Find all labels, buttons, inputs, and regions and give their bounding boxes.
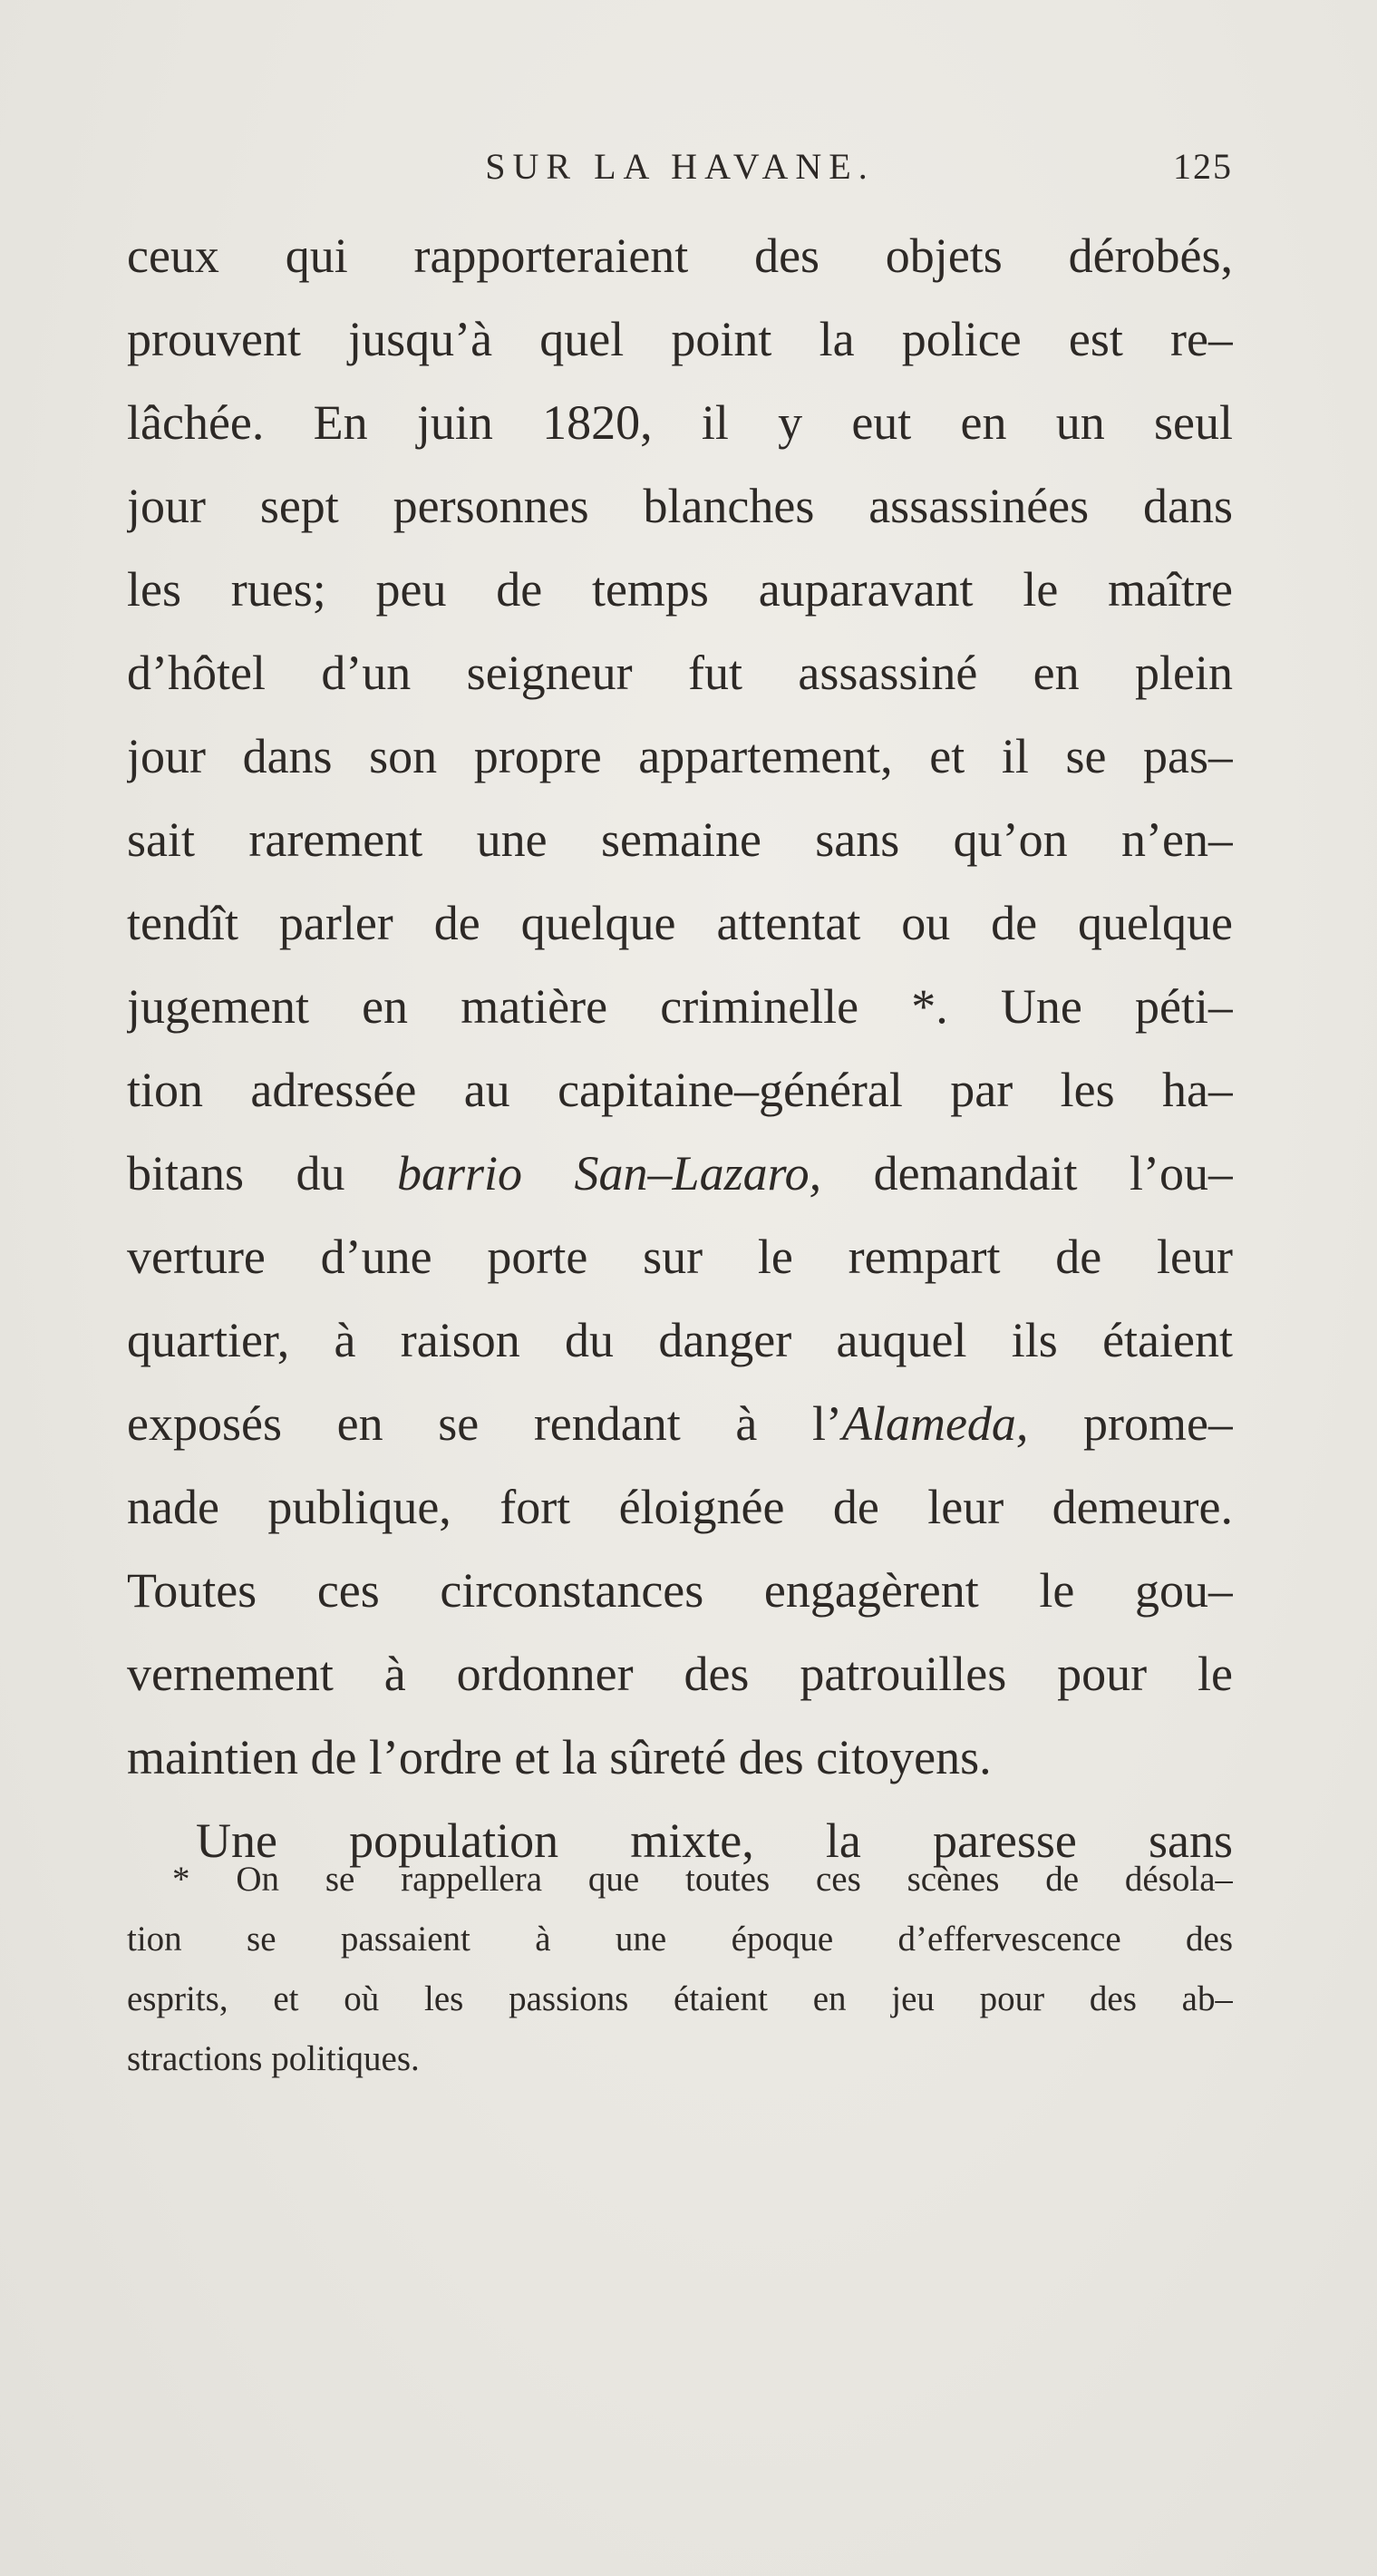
footnote-line: * On se rappellera que toutes ces scènes de désola–	[172, 1860, 1233, 1899]
text-line: jour sept personnes blanches assassinées dans	[127, 479, 1233, 533]
italic-place-name: barrio San–Lazaro,	[397, 1146, 822, 1201]
footnote-line: stractions politiques.	[127, 2039, 420, 2078]
text-line-with-italic	[127, 1382, 1233, 1465]
footnote	[127, 1850, 1233, 2089]
body-text	[127, 214, 1233, 1882]
text-segment: prome–	[1028, 1396, 1233, 1451]
text-line: jugement en matière criminelle *. Une péti–	[127, 979, 1233, 1034]
text-line: quartier, à raison du danger auquel ils étaient	[127, 1313, 1233, 1367]
text-segment: demandait l’ou–	[821, 1146, 1233, 1201]
text-line: sait rarement une semaine sans qu’on n’en–	[127, 812, 1233, 867]
text-line: tendît parler de quelque attentat ou de quelque	[127, 896, 1233, 950]
footnote-line: esprits, et où les passions étaient en jeu pour des ab–	[127, 1979, 1233, 2018]
page-number: 125	[1173, 146, 1233, 187]
text-line: prouvent jusqu’à quel point la police est re–	[127, 312, 1233, 366]
text-line: vernement à ordonner des patrouilles pour le	[127, 1647, 1233, 1701]
text-line: Toutes ces circonstances engagèrent le gou–	[127, 1563, 1233, 1618]
text-line: jour dans son propre appartement, et il se pas–	[127, 729, 1233, 783]
text-line: verture d’une porte sur le rempart de leur	[127, 1230, 1233, 1284]
text-segment: bitans du	[127, 1146, 397, 1201]
text-line: d’hôtel d’un seigneur fut assassiné en plein	[127, 646, 1233, 700]
italic-place-name: Alameda,	[841, 1396, 1029, 1451]
text-line: les rues; peu de temps auparavant le maître	[127, 562, 1233, 617]
text-line: nade publique, fort éloignée de leur demeure.	[127, 1480, 1233, 1534]
text-line-with-italic	[127, 1132, 1233, 1215]
paragraph-last-line: maintien de l’ordre et la sûreté des citoyens.	[127, 1730, 992, 1784]
text-segment: exposés en se rendant à l’	[127, 1396, 842, 1451]
text-line: lâchée. En juin 1820, il y eut en un seul	[127, 395, 1233, 450]
text-line: ceux qui rapporteraient des objets dérobés,	[127, 228, 1233, 283]
footnote-line: tion se passaient à une époque d’effervescence des	[127, 1920, 1233, 1959]
running-head	[127, 145, 1233, 199]
running-title: SUR LA HAVANE.	[485, 146, 875, 187]
text-line: tion adressée au capitaine–général par les ha–	[127, 1063, 1233, 1117]
paragraph-first-line: Une population mixte, la paresse sans	[196, 1813, 1233, 1868]
